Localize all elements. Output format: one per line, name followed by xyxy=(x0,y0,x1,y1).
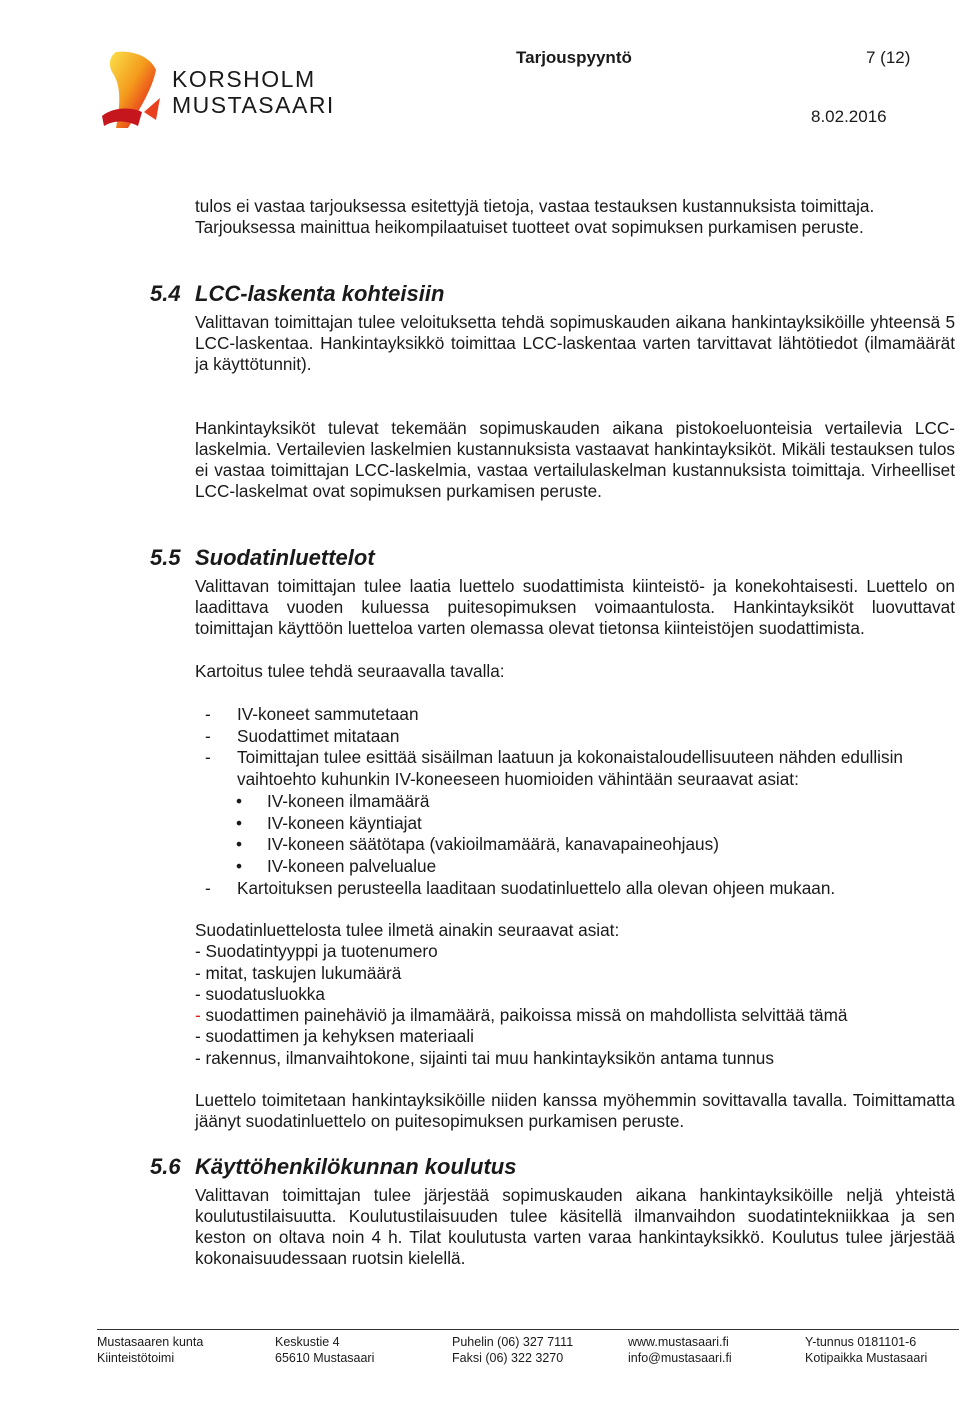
footer-address: Keskustie 4 65610 Mustasaari xyxy=(275,1335,375,1365)
section-title: Käyttöhenkilökunnan koulutus xyxy=(195,1154,517,1179)
section-5-5-closing xyxy=(195,1090,955,1132)
logo-line-1: KORSHOLM xyxy=(172,66,316,92)
intro-section xyxy=(195,196,955,238)
section-number: 5.4 xyxy=(150,281,181,306)
paragraph: Valittavan toimittajan tulee veloituksetta tehdä sopimuskauden aikana hankintayksiköille yhteensä 5 LCC-laskentaa. Hankintayksikkö toimittaa LCC-laskentaa varten tarvittavat lähtötiedot (ilmamäärät ja käyttötunnit). xyxy=(195,312,955,374)
list-item: - rakennus, ilmanvaihtokone, sijainti tai muu hankintayksikön antama tunnus xyxy=(195,1047,774,1068)
section-5-5-body xyxy=(195,576,955,639)
municipality-logo xyxy=(98,46,338,136)
list-item: - Toimittajan tulee esittää sisäilman laatuun ja kokonaistaloudellisuuteen nähden edullisin vaihtoehto kuhunkin IV-koneeseen huomioiden vähintään seuraavat asiat: xyxy=(195,747,955,790)
list-item: - mitat, taskujen lukumäärä xyxy=(195,962,402,983)
list-intro: Suodatinluettelosta tulee ilmetä ainakin seuraavat asiat: xyxy=(195,920,620,940)
paragraph: Hankintayksiköt tulevat tekemään sopimuskauden aikana pistokoeluonteisia vertailevia LCC-laskelmia. Vertailevien laskelmien kustannuksista vastaavat hankintayksiköt. Mikäli testauksen tulos ei vastaa toimittajan LCC-laskelmia, vastaa vertailulaskelman kustannuksista toimittaja. Virheelliset LCC-laskelmat ovat sopimuksen purkamisen peruste. xyxy=(195,418,955,501)
bullet-item: • IV-koneen käyntiajat xyxy=(195,813,955,835)
section-5-4-body-2 xyxy=(195,418,955,502)
footer-business-id: Y-tunnus 0181101-6 Kotipaikka Mustasaari xyxy=(805,1335,928,1365)
section-5-4-body xyxy=(195,312,955,375)
list-item: - suodattimen painehäviö ja ilmamäärä, paikoissa missä on mahdollista selvittää tämä xyxy=(195,1005,848,1026)
list-item: - Suodatintyyppi ja tuotenumero xyxy=(195,941,438,962)
footer-phone: Puhelin (06) 327 7111 Faksi (06) 322 3270 xyxy=(452,1335,574,1365)
section-title: LCC-laskenta kohteisiin xyxy=(195,281,445,306)
footer-divider xyxy=(97,1329,959,1330)
section-5-6-heading xyxy=(150,1154,516,1180)
list-item: - IV-koneet sammutetaan xyxy=(195,704,955,726)
list-item: - suodattimen ja kehyksen materiaali xyxy=(195,1026,474,1047)
logo-line-2: MUSTASAARI xyxy=(172,92,335,118)
paragraph: Luettelo toimitetaan hankintayksiköille niiden kanssa myöhemmin sovittavalla tavalla. Toimittamatta jäänyt suodatinluettelo on puitesopimuksen purkamisen peruste. xyxy=(195,1090,955,1131)
filter-list-requirements xyxy=(195,920,955,1069)
paragraph: Valittavan toimittajan tulee järjestää sopimuskauden aikana hankintayksiköille neljä yhteistä koulutustilaisuutta. Koulutustilaisuuden tulee käsitellä ilmanvaihdon suodatintekniikkaa ja sen keston on oltava noin 4 h. Tilat koulutusta varten varaa hankintayksikkö. Koulutus tulee järjestää kokonaisuudessaan ruotsin kielellä. xyxy=(195,1185,955,1268)
survey-steps-list xyxy=(195,704,955,899)
intro-paragraph: tulos ei vastaa tarjouksessa esitettyjä tietoja, vastaa testauksen kustannuksista toimittaja. Tarjouksessa mainittua heikompilaatuiset tuotteet ovat sopimuksen purkamisen peruste. xyxy=(195,196,875,237)
list-item: - Suodattimet mitataan xyxy=(195,726,955,748)
footer-web xyxy=(628,1334,732,1366)
logo-mark-icon xyxy=(98,46,166,130)
list-item: - Kartoituksen perusteella laaditaan suodatinluettelo alla olevan ohjeen mukaan. xyxy=(195,878,955,900)
section-5-6-body xyxy=(195,1185,955,1269)
paragraph: Kartoitus tulee tehdä seuraavalla tavalla: xyxy=(195,661,505,681)
survey-instructions xyxy=(195,661,955,682)
document-title: Tarjouspyyntö xyxy=(516,48,632,67)
page-number: 7 (12) xyxy=(866,48,911,67)
section-5-5-heading xyxy=(150,545,375,571)
section-number: 5.6 xyxy=(150,1154,181,1179)
list-item: - suodatusluokka xyxy=(195,983,325,1004)
section-number: 5.5 xyxy=(150,545,181,570)
bullet-item: • IV-koneen palvelualue xyxy=(195,856,955,878)
website-link[interactable]: www.mustasaari.fi xyxy=(628,1335,729,1349)
paragraph: Valittavan toimittajan tulee laatia luettelo suodattimista kiinteistö- ja konekohtaisesti. Luettelo on laadittava vuoden kuluessa puitesopimuksen voimaantulosta. Hankintayksiköt luovuttavat toimittajan käyttöön luetteloa varten olemassa olevat tietonsa kiinteistöjen suodattimista. xyxy=(195,576,955,638)
document-date: 8.02.2016 xyxy=(811,107,887,126)
bullet-item: • IV-koneen ilmamäärä xyxy=(195,791,955,813)
footer-organization: Mustasaaren kunta Kiinteistötoimi xyxy=(97,1335,204,1365)
bullet-item: • IV-koneen säätötapa (vakioilmamäärä, kanavapaineohjaus) xyxy=(195,834,955,856)
section-5-4-heading xyxy=(150,281,444,307)
email-link[interactable]: info@mustasaari.fi xyxy=(628,1351,732,1365)
section-title: Suodatinluettelot xyxy=(195,545,375,570)
